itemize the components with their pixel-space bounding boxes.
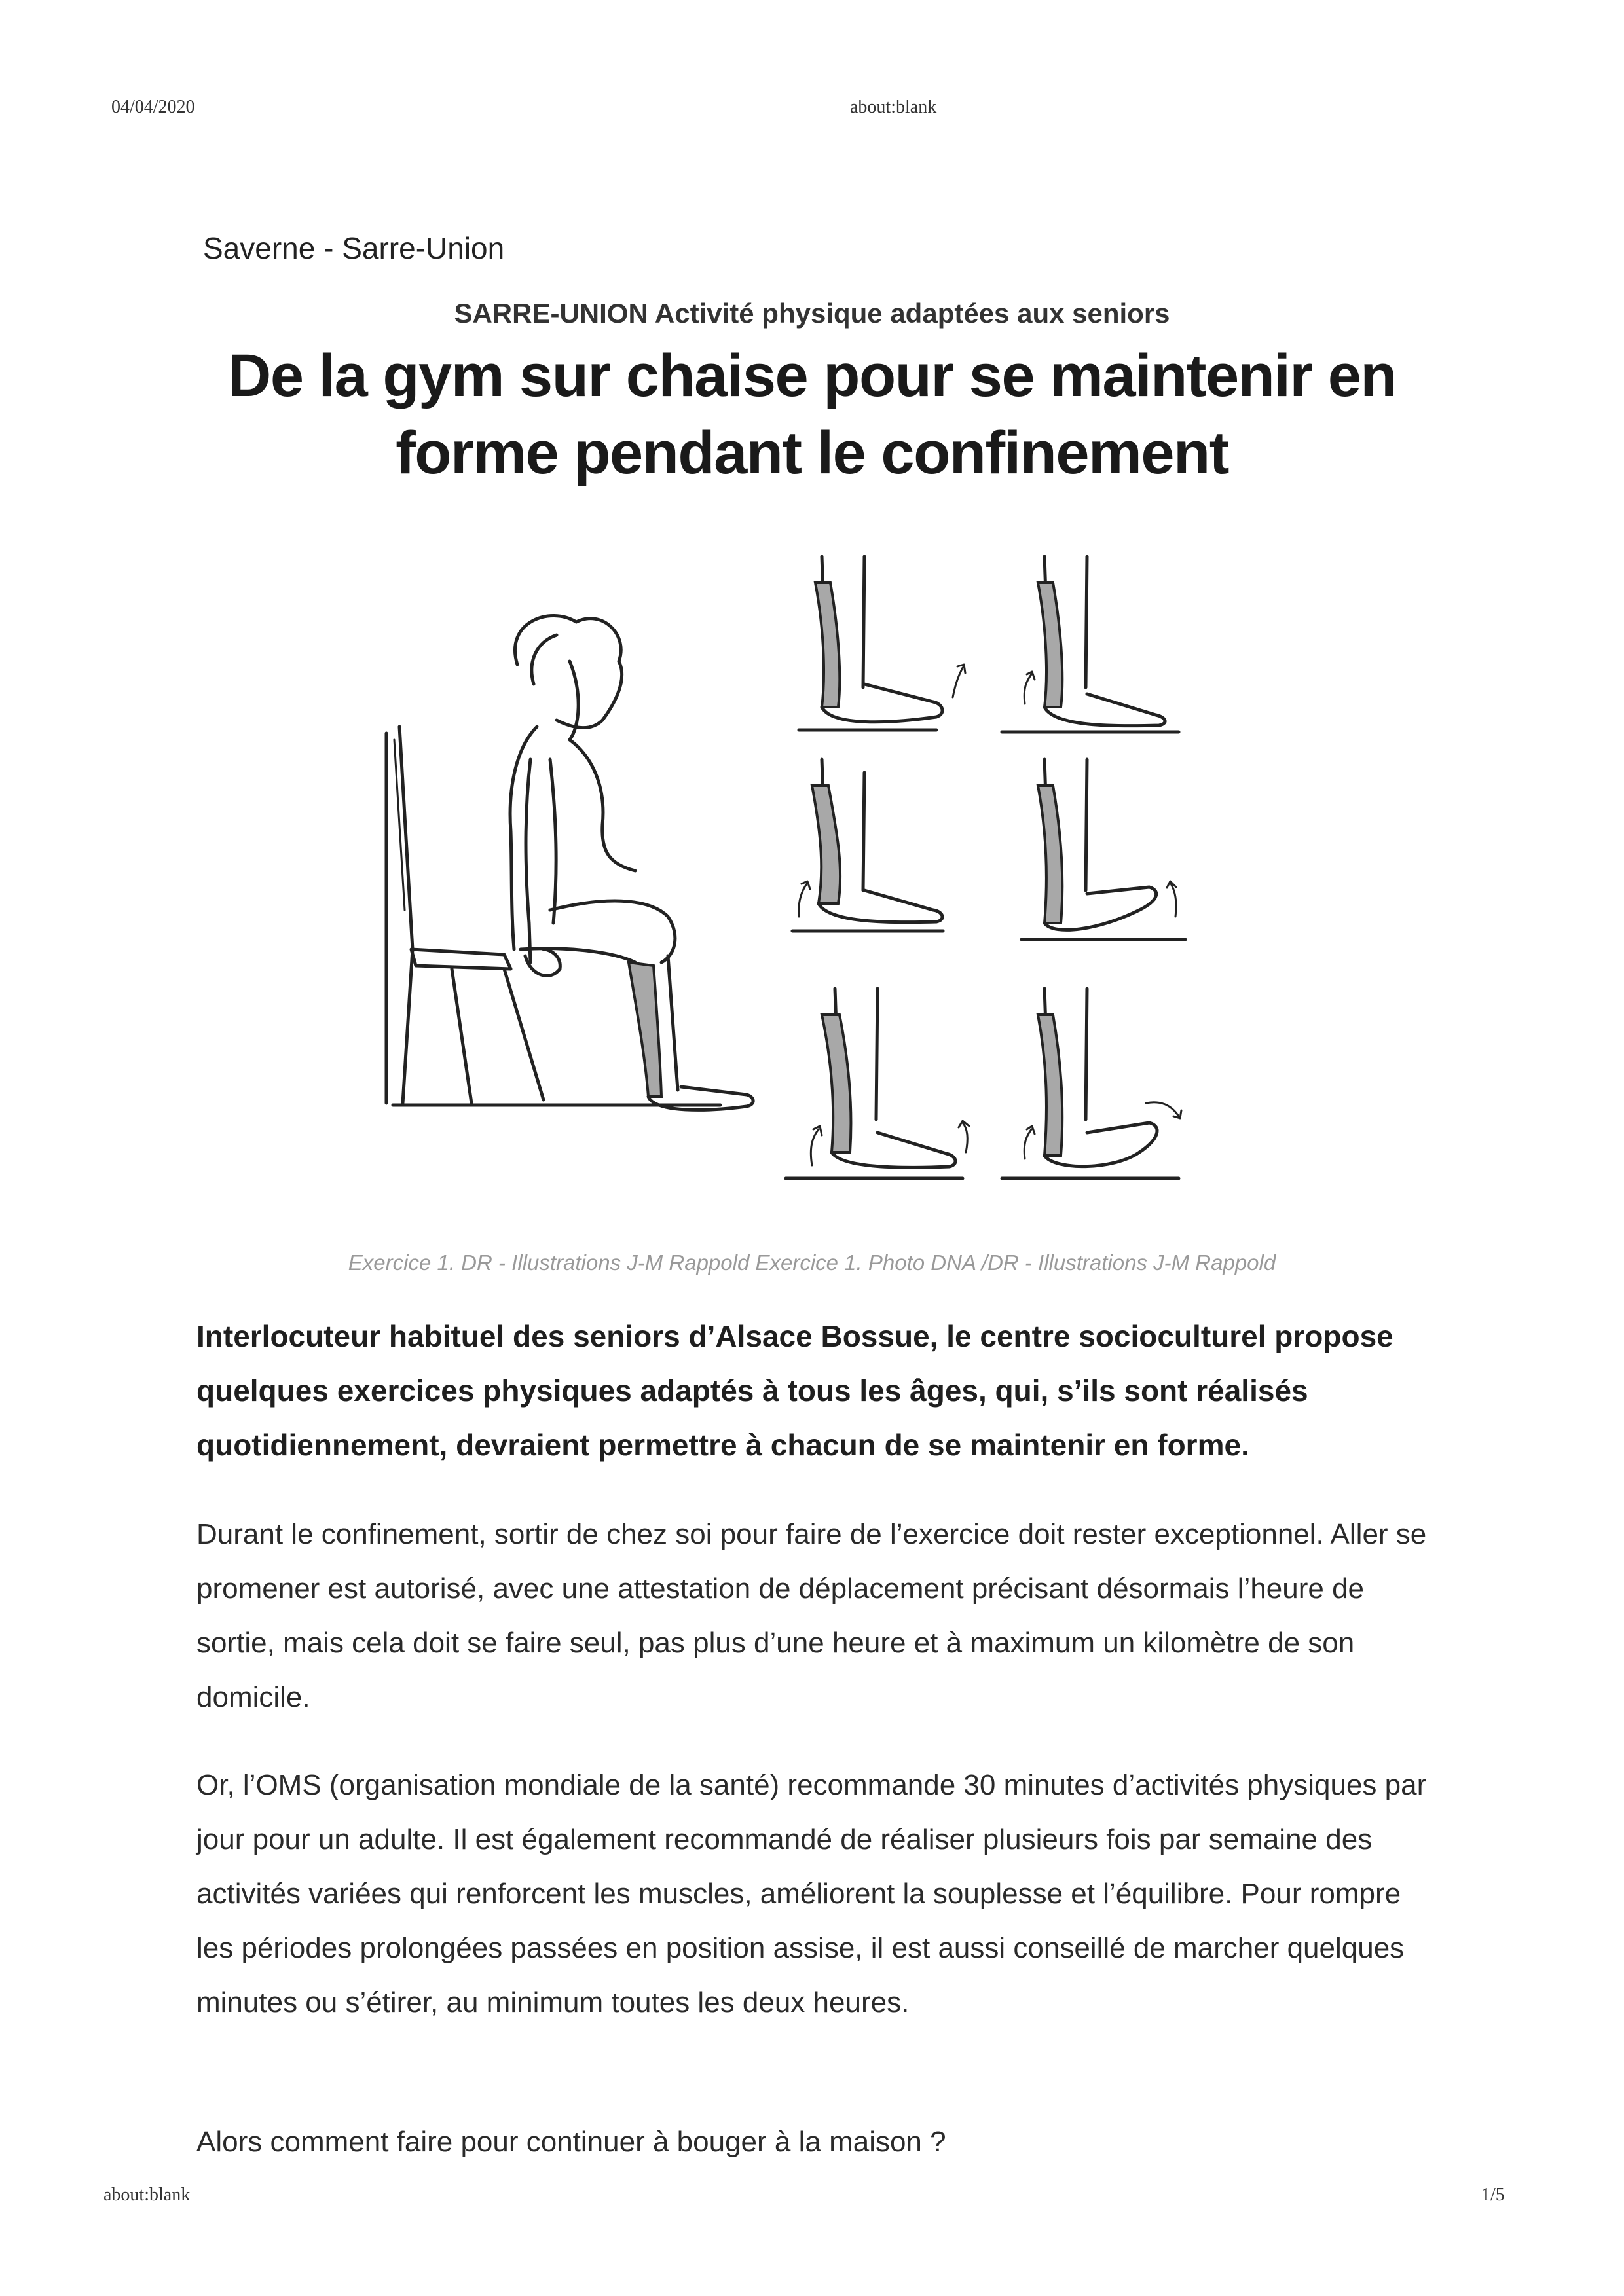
foot-exercise-1	[799, 556, 965, 730]
foot-exercise-3	[792, 759, 943, 931]
section-label: Saverne - Sarre-Union	[203, 231, 505, 265]
exercise-illustration	[354, 543, 1270, 1237]
article-headline: De la gym sur chaise pour se maintenir en forme pendant le confinement	[227, 342, 1397, 486]
page-number: 1/5	[1481, 2185, 1505, 2205]
print-date: 04/04/2020	[111, 97, 195, 117]
foot-exercise-5	[786, 989, 969, 1178]
article-kicker: SARRE-UNION Activité physique adaptées aux seniors	[454, 298, 1170, 329]
article-paragraph: Durant le confinement, sortir de chez soi pour faire de l’exercice doit rester exceptionnel. Aller se promener est autorisé, avec une attestation de déplacement précisant désormais l’heure de sortie, mais cela doit se faire seul, pas plus d’une heure et à maximum un kilomètre de son domicile.	[196, 1518, 1427, 1713]
print-url-footer: about:blank	[103, 2185, 191, 2205]
foot-exercise-6	[1002, 989, 1181, 1178]
article-paragraph: Or, l’OMS (organisation mondiale de la santé) recommande 30 minutes d’activités physiques par jour pour un adulte. Il est également recommandé de réaliser plusieurs fois par semaine des activités variées qui renforcent les muscles, améliorent la souplesse et l’équilibre. Pour rompre les périodes prolongées passées en position assise, il est aussi conseillé de marcher quelques minutes ou s’étirer, au minimum toutes les deux heures.	[196, 1769, 1427, 2018]
article-lead: Interlocuteur habituel des seniors d’Alsace Bossue, le centre socioculturel propose quelques exercices physiques adaptés à tous les âges, qui, s’ils sont réalisés quotidiennement, devraient permettre à chacun de se maintenir en forme.	[196, 1319, 1393, 1462]
illustration-caption: Exercice 1. DR - Illustrations J-M Rappold Exercice 1. Photo DNA /DR - Illustrations J-M Rappold	[348, 1250, 1276, 1275]
article-paragraph: Alors comment faire pour continuer à bouger à la maison ?	[196, 2126, 946, 2158]
foot-exercise-4	[1022, 759, 1185, 939]
foot-exercise-2	[1002, 556, 1179, 732]
seated-woman-drawing	[386, 615, 753, 1110]
print-url-header: about:blank	[850, 97, 937, 117]
